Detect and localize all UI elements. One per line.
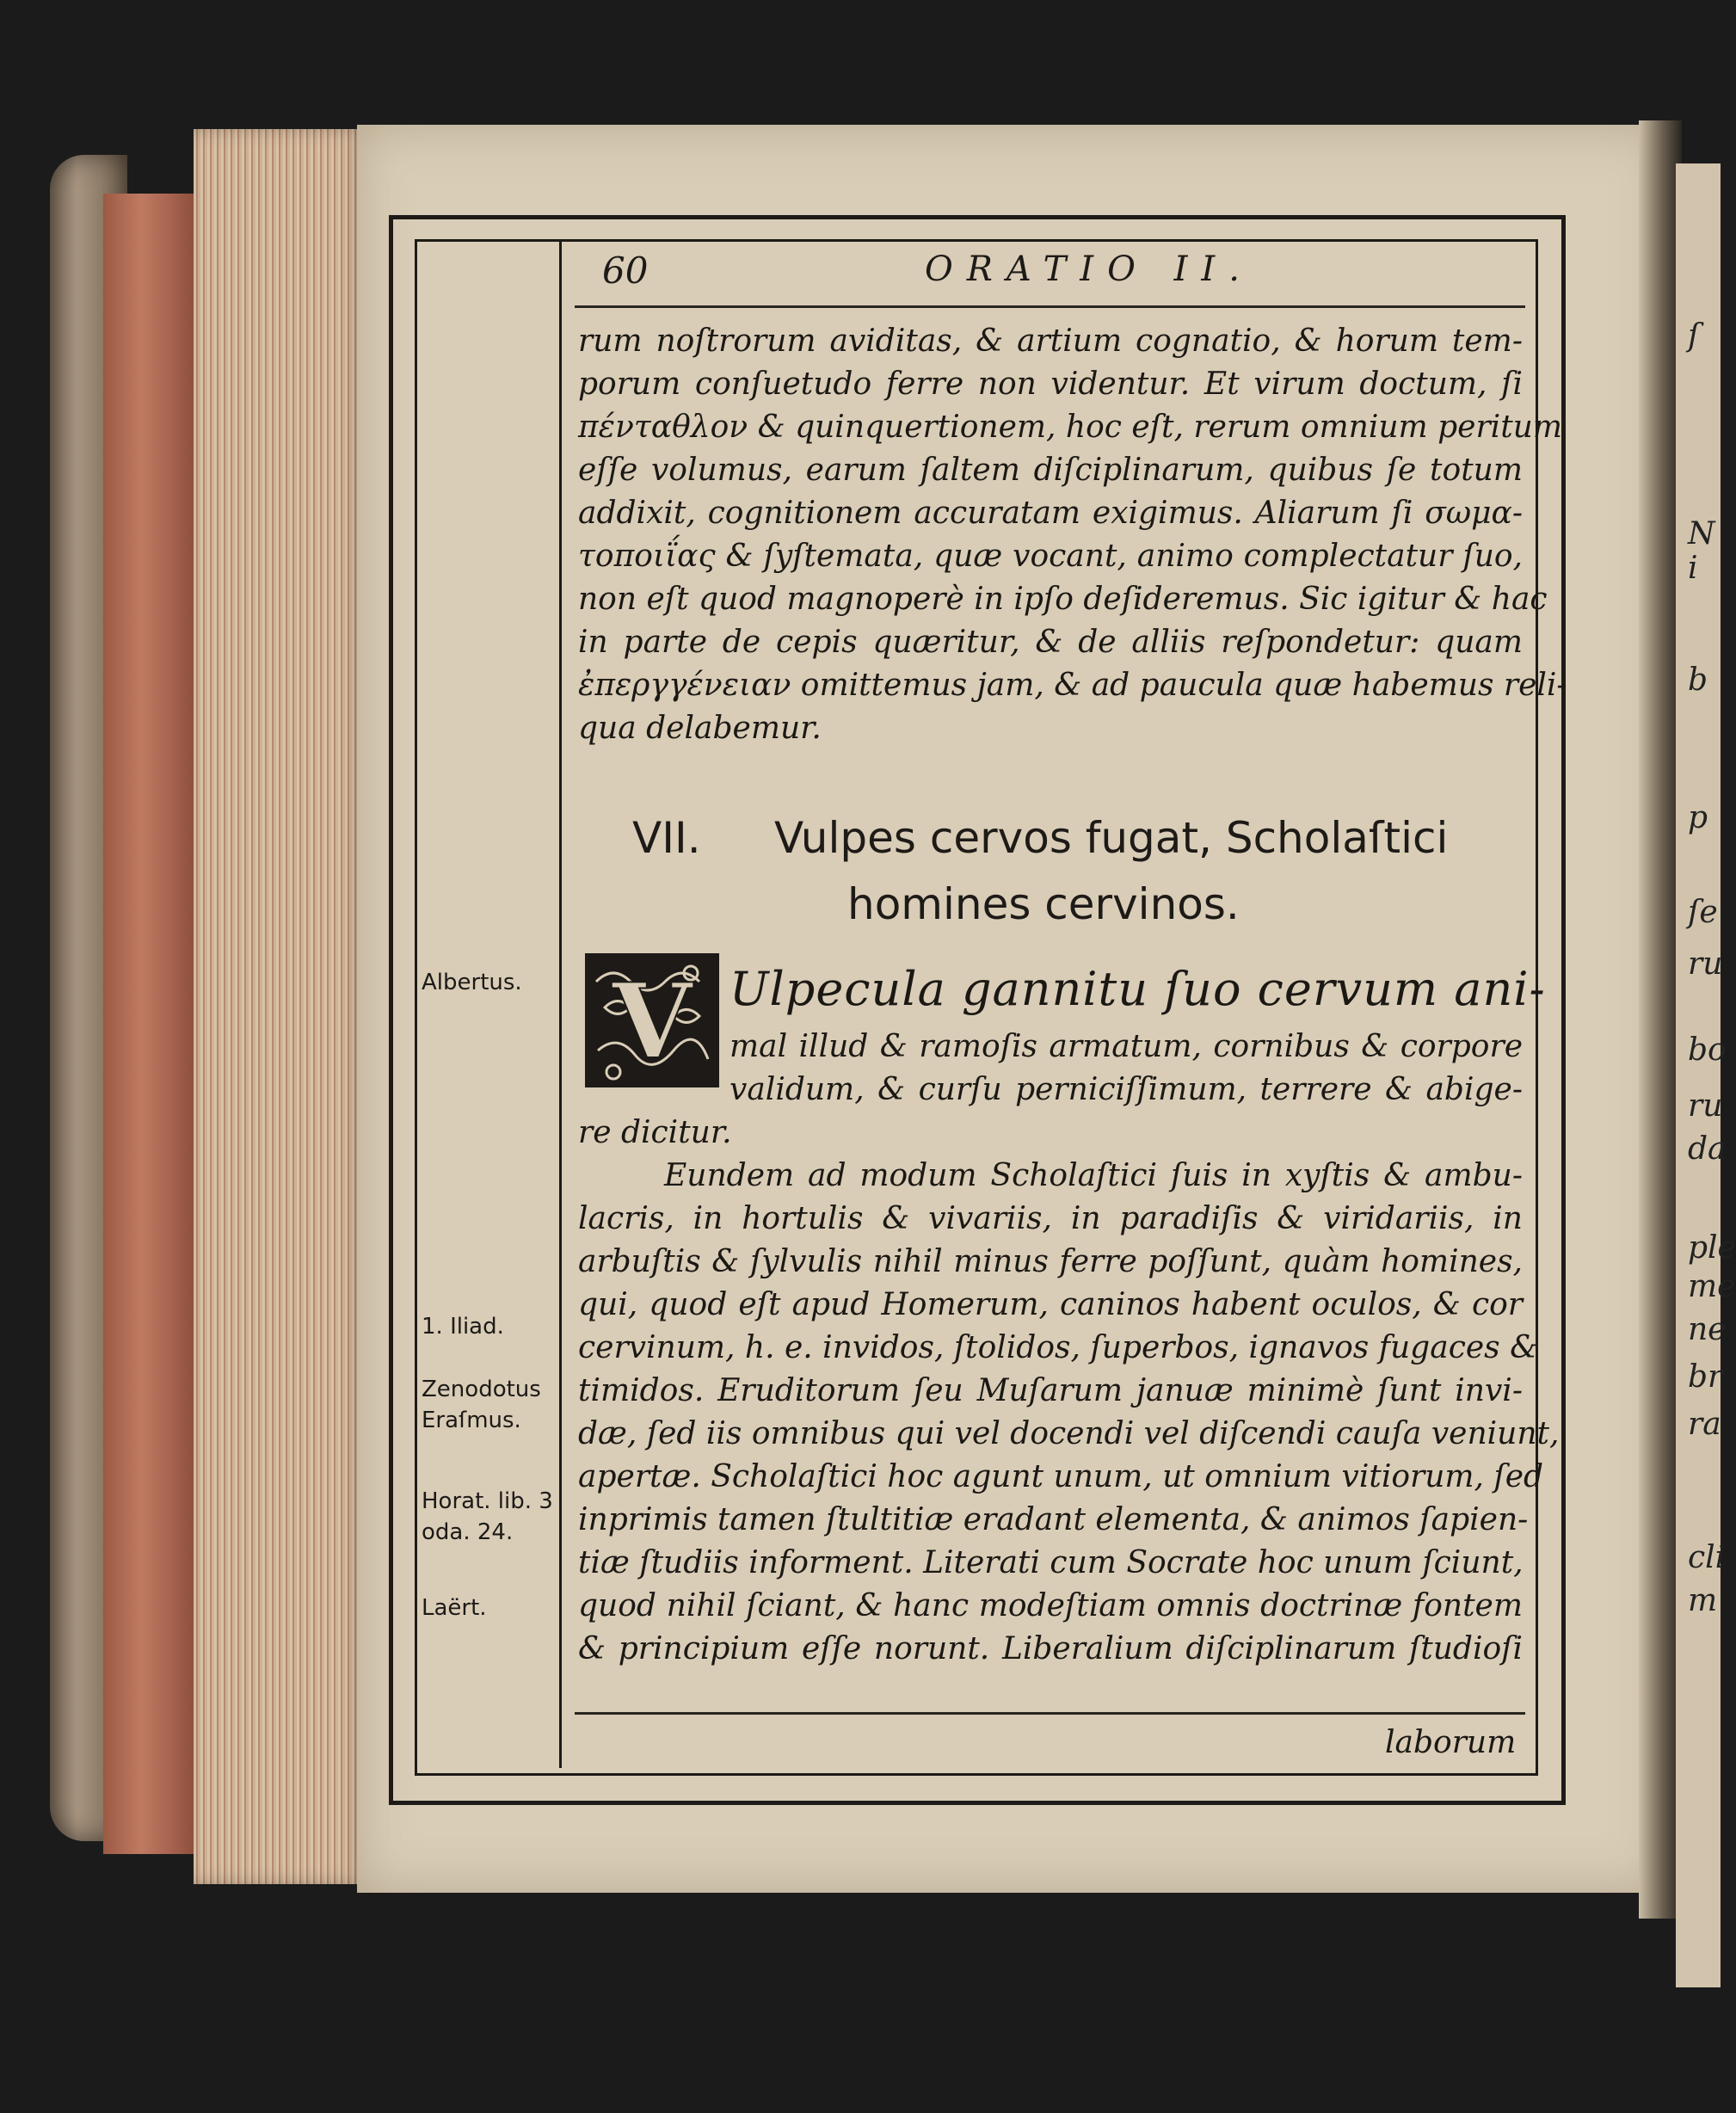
page-number: 60 [602, 249, 649, 292]
right-page-fragment: cli [1688, 1540, 1726, 1575]
right-page-fragment: bo [1688, 1032, 1727, 1068]
margin-note-albertus: Albertus. [422, 970, 522, 995]
section-heading: Vulpes cervos fugat, Scholaſtici [774, 813, 1449, 863]
right-page-fragment: ne [1688, 1312, 1727, 1347]
header-rule [575, 305, 1525, 308]
text-line: cervinum, h. e. invidos, ſtolidos, ſuperbos, ignavos fugaces & [578, 1330, 1538, 1365]
text-line: quod nihil ſciant, & hanc modeſtiam omnis doctrinæ fontem [578, 1588, 1523, 1623]
right-page-fragment: p [1688, 800, 1708, 835]
section-heading-cont: homines cervinos. [847, 879, 1240, 929]
text-line: rum noſtrorum aviditas, & artium cognatio, & horum tem- [578, 323, 1523, 359]
text-line: τοποιΐας & ſyſtemata, quæ vocant, animo complectatur ſuo, [578, 539, 1523, 574]
text-line: lacris, in hortulis & vivariis, in paradiſis & viridariis, in [578, 1201, 1523, 1236]
right-page-edge [1676, 163, 1721, 1987]
text-line: addixit, cognitionem accuratam exigimus. Aliarum ſi σωμα- [578, 496, 1523, 531]
margin-note-iliad: 1. Iliad. [422, 1314, 504, 1340]
right-page-fragment: da [1688, 1131, 1727, 1167]
text-line: πένταθλον & quinquertionem, hoc eſt, rerum omnium peritum [578, 410, 1562, 445]
text-line: inprimis tamen ſtultitiæ eradant elementa, & animos ſapien- [578, 1502, 1529, 1537]
running-title: ORATIO II. [925, 249, 1253, 289]
margin-note-erasmus: Eraſmus. [422, 1408, 521, 1433]
text-line: dæ, ſed iis omnibus qui vel docendi vel diſcendi cauſa veniunt, [578, 1416, 1560, 1451]
text-line: non eſt quod magnoperè in ipſo deſideremus. Sic igitur & hac [578, 582, 1548, 617]
ornamental-initial-graphic [588, 956, 717, 1085]
text-line: re dicitur. [578, 1115, 732, 1150]
text-line: timidos. Eruditorum ſeu Muſarum januæ minimè ſunt invi- [578, 1373, 1523, 1408]
text-line: eſſe volumus, earum ſaltem diſciplinarum, quibus ſe totum [578, 453, 1523, 488]
text-line: mal illud & ramoſis armatum, cornibus & corpore [729, 1029, 1523, 1064]
right-page-fragment: N [1688, 516, 1715, 551]
text-line: porum conſuetudo ferre non videntur. Et virum doctum, ſi [578, 367, 1523, 402]
right-page-fragment: ra [1688, 1407, 1721, 1442]
text-line: in parte de cepis quæritur, & de alliis reſpondetur: quam [578, 625, 1523, 660]
catchword: laborum [1385, 1725, 1517, 1760]
text-line: qui, quod eſt apud Homerum, caninos habent oculos, & cor [578, 1287, 1523, 1322]
margin-note-horat-2: oda. 24. [422, 1519, 514, 1545]
right-page-fragment: me [1688, 1269, 1736, 1304]
margin-note-laert: Laërt. [422, 1595, 487, 1621]
right-page-fragment: ſe [1688, 895, 1718, 930]
text-line: tiæ ſtudiis informent. Literati cum Socrate hoc unum ſciunt, [578, 1545, 1524, 1580]
right-page-fragment: ru [1688, 1088, 1723, 1124]
margin-note-horat-1: Horat. lib. 3 [422, 1488, 553, 1514]
right-page-fragment: m [1688, 1583, 1718, 1618]
book-cover-edge [103, 194, 198, 1854]
ornamental-initial-v [585, 953, 719, 1087]
text-line: ἐπεργγένειαν omittemus jam, & ad paucula quæ habemus reli- [578, 668, 1567, 703]
text-line: apertæ. Scholaſtici hoc agunt unum, ut omnium vitiorum, ſed [578, 1459, 1544, 1494]
right-page-fragment: ple [1688, 1230, 1736, 1266]
text-line: qua delabemur. [578, 711, 822, 746]
right-page-fragment: ſ [1688, 318, 1700, 354]
page-edges [194, 129, 366, 1884]
right-page-fragment: ru [1688, 946, 1723, 982]
drop-cap-letter: V [612, 961, 693, 1082]
text-line: arbuſtis & ſylvulis nihil minus ferre poſſunt, quàm homines, [578, 1244, 1523, 1279]
margin-rule [559, 241, 562, 1768]
footer-rule [575, 1712, 1525, 1715]
text-line: validum, & curſu perniciſſimum, terrere & abige- [729, 1072, 1523, 1107]
right-page-fragment: b [1688, 662, 1708, 698]
margin-note-zenodotus: Zenodotus [422, 1377, 541, 1402]
right-page-fragment: i [1688, 551, 1698, 586]
section-number: VII. [632, 813, 701, 863]
right-page-fragment: br [1688, 1359, 1723, 1395]
opening-line: Ulpecula gannitu ſuo cervum ani- [729, 962, 1546, 1016]
text-line: & principium eſſe norunt. Liberalium diſciplinarum ſtudioſi [578, 1631, 1523, 1666]
text-line: Eundem ad modum Scholaſtici ſuis in xyſtis & ambu- [664, 1158, 1523, 1193]
